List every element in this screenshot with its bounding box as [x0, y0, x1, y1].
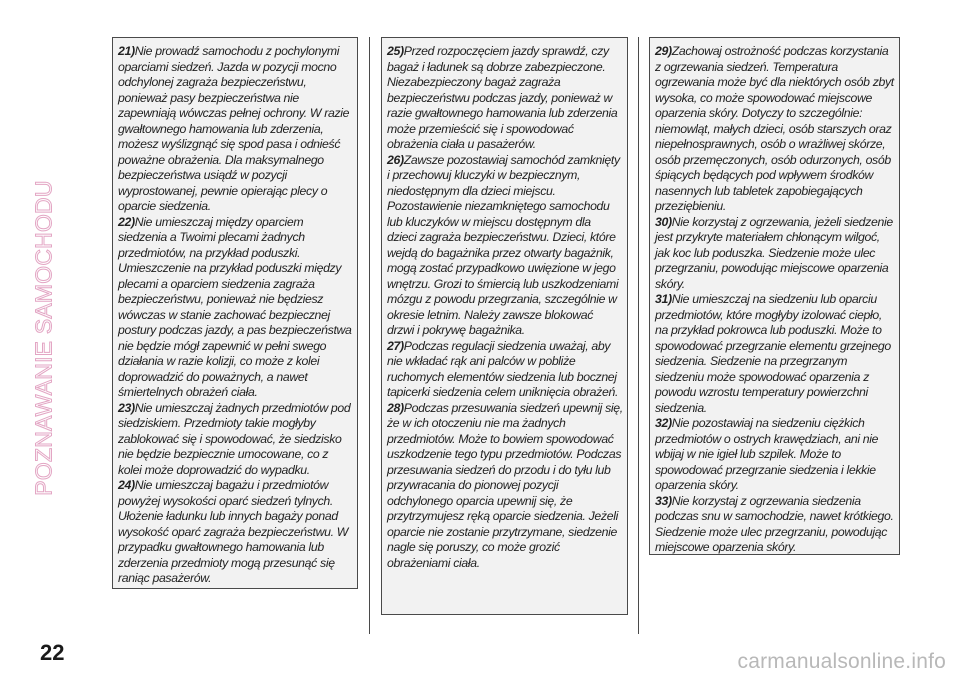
warning-number: 30): [655, 214, 672, 229]
warning-box-column-1: [112, 37, 358, 589]
warning-text: Podczas regulacji siedzenia uważaj, aby nie wkładać rąk ani palców w pobliże ruchomych elementów siedzenia lub bocznej tapicerki siedzenia celem uniknięcia obrażeń.: [387, 338, 619, 399]
warning-number: 32): [655, 416, 672, 430]
warning-text: Nie pozostawiaj na siedzeniu ciężkich przedmiotów o ostrych krawędziach, ani nie wbijaj w nie igieł lub szpilek. Może to spowodować przegrzanie siedzenia i lekkie oparzenia skóry.: [655, 416, 879, 492]
warning-number: 23): [118, 400, 135, 415]
warning-number: 28): [387, 400, 404, 415]
column-divider: [638, 37, 639, 634]
watermark: carmanualsonline.info: [737, 650, 946, 673]
warning-item: [655, 494, 895, 556]
warning-number: 26): [387, 152, 404, 167]
warning-box-column-2: [381, 37, 628, 615]
section-title: POZNAWANIE SAMOCHODU: [30, 180, 57, 496]
warning-item: [118, 44, 353, 215]
warning-text: Zachowaj ostrożność podczas korzystania z ogrzewania siedzeń. Temperatura ogrzewania może być dla niektórych osób zbyt wysoka, co może spowodować miejscowe oparzenia skóry. Dotyczy to szczególnie: niemowląt, małych dzieci, osób starszych oraz niepełnosprawnych, osób o wrażliwej skórze, osób przemęczonych, osób odurzonych, osób śpiących będących pod wpływem środków nasennych lub tabletek zapobiegających przeziębieniu.: [655, 44, 894, 213]
warning-item: [118, 401, 353, 479]
page-number: 22: [40, 640, 65, 665]
column-divider: [369, 37, 370, 634]
warning-item: [387, 44, 623, 153]
warning-item: [387, 339, 623, 401]
warning-item: [655, 44, 895, 215]
warning-number: 31): [655, 292, 672, 306]
warning-item: [655, 416, 895, 494]
warning-number: 25): [387, 44, 404, 58]
warning-number: 24): [118, 478, 135, 492]
warning-item: [387, 401, 623, 572]
warning-number: 33): [655, 493, 672, 508]
warning-item: [118, 478, 353, 587]
warning-item: [387, 153, 623, 339]
warning-number: 22): [118, 214, 135, 229]
warning-text: Zawsze pozostawiaj samochód zamknięty i przechowuj kluczyki w bezpiecznym, niedostępnym dla dzieci miejscu. Pozostawienie niezamkniętego samochodu lub kluczyków w miejscu dostępnym dla dzieci zagraża bezpieczeństwu. Dzieci, które wejdą do bagażnika przez otwarty bagażnik, mogą zostać przypadkowo uwięzione w jego wnętrzu. Grozi to śmiercią lub uszkodzeniami mózgu z powodu przegrzania, szczególnie w okresie letnim. Należy zawsze blokować drzwi i pokrywę bagażnika.: [387, 152, 620, 337]
warning-box-column-3: [649, 37, 900, 555]
warning-number: 27): [387, 338, 404, 353]
warning-text: Nie umieszczaj żadnych przedmiotów pod siedziskiem. Przedmioty takie mogłyby zablokować się i spowodować, że siedzisko nie będzie bezpiecznie umocowane, co z kolei może doprowadzić do wypadku.: [118, 400, 351, 477]
warning-text: Przed rozpoczęciem jazdy sprawdź, czy bagaż i ładunek są dobrze zabezpieczone. Niezabezpieczony bagaż zagraża bezpieczeństwu podczas jazdy, ponieważ w razie gwałtownego hamowania lub zderzenia może przemieścić się i spowodować obrażenia ciała u pasażerów.: [387, 44, 618, 151]
warning-text: Nie prowadź samochodu z pochylonymi oparciami siedzeń. Jazda w pozycji mocno odchylonej zagraża bezpieczeństwu, ponieważ pasy bezpieczeństwa nie zapewniają wówczas pełnej ochrony. W razie gwałtownego hamowania lub zderzenia, możesz wyślizgnąć się spod pasa i odnieść poważne obrażenia. Dla maksymalnego bezpieczeństwa usiądź w pozycji wyprostowanej, pewnie opierając plecy o oparcie siedzenia.: [118, 44, 350, 213]
warning-text: Nie umieszczaj na siedzeniu lub oparciu przedmiotów, które mogłyby izolować ciepło, na przykład pokrowca lub poduszki. Może to spowodować przegrzanie elementu grzejnego siedzenia. Siedzenie na przegrzanym siedzeniu może spowodować oparzenia z powodu wzrostu temperatury powierzchni siedzenia.: [655, 292, 891, 415]
warning-item: [655, 215, 895, 293]
warning-text: Nie korzystaj z ogrzewania, jeżeli siedzenie jest przykryte materiałem chłonącym wilgoć, jak koc lub poduszka. Siedzenie może ulec przegrzaniu, powodując miejscowe oparzenia skóry.: [655, 214, 893, 291]
warning-number: 21): [118, 44, 135, 58]
warning-text: Nie umieszczaj bagażu i przedmiotów powyżej wysokości oparć siedzeń tylnych. Ułożenie ładunku lub innych bagaży ponad wysokość oparć zagraża bezpieczeństwu. W przypadku gwałtownego hamowania lub zderzenia przedmioty mogą przesunąć się raniąc pasażerów.: [118, 478, 348, 585]
warning-text: Nie umieszczaj między oparciem siedzenia a Twoimi plecami żadnych przedmiotów, na przykład poduszki. Umieszczenie na przykład poduszki między plecami a oparciem siedzenia zagraża bezpieczeństwu, ponieważ nie będziesz wówczas w stanie zachować bezpiecznej postury podczas jazdy, a pas bezpieczeństwa nie będzie mógł zapewnić w pełni swego działania w razie kolizji, co może z kolei doprowadzić do poważnych, a nawet śmiertelnych obrażeń ciała.: [118, 214, 352, 399]
warning-number: 29): [655, 44, 672, 58]
warning-text: Nie korzystaj z ogrzewania siedzenia podczas snu w samochodzie, nawet krótkiego. Siedzenie może ulec przegrzaniu, powodując miejscowe oparzenia skóry.: [655, 493, 894, 554]
warning-item: [118, 215, 353, 401]
warning-text: Podczas przesuwania siedzeń upewnij się, że w ich otoczeniu nie ma żadnych przedmiotów. Może to bowiem spowodować uszkodzenie tego typu przedmiotów. Podczas przesuwania siedzeń do przodu i do tyłu lub przywracania do pionowej pozycji odchylonego oparcia upewnij się, że przytrzymujesz ręką oparcie siedzenia. Jeżeli oparcie nie zostanie przytrzymane, siedzenie nagle się poruszy, co może grozić obrażeniami ciała.: [387, 400, 623, 570]
warning-item: [655, 292, 895, 416]
